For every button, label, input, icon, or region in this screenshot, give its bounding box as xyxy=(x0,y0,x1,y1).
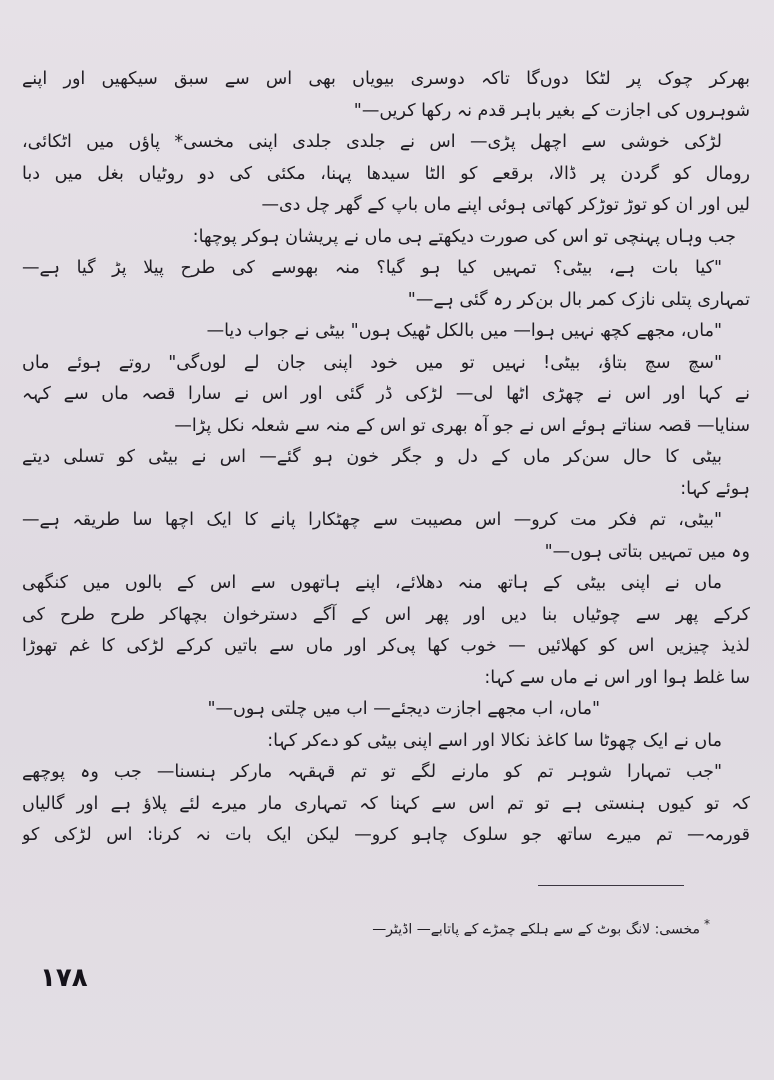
text-line: "سچ سچ بتاؤ، بیٹی! نہیں تو میں خود اپنی جان لے لوں‌گی" روتے ہوئے ماں xyxy=(22,352,722,373)
footnote xyxy=(200,912,710,942)
text-line: قورمہ— تم میرے ساتھ جو سلوک چاہو کرو— لیکن ایک بات نہ کرنا: اس لڑکی کو xyxy=(22,825,750,845)
footnote-mark: * xyxy=(704,917,710,931)
text-line: سا غلط ہوا اور اس نے ماں سے کہا: xyxy=(484,667,750,688)
text-line: تمہاری پتلی نازک کمر بال بن‌کر رہ گئی ہے—" xyxy=(407,289,750,310)
text-line: لیں اور ان کو توڑ توڑکر کھاتی ہوئی اپنے ماں باپ کے گھر چل دی— xyxy=(261,195,750,215)
body-text xyxy=(22,64,750,852)
text-line: سنایا— قصہ سناتے ہوئے اس نے جو آہ بھری تو اس کے منہ سے شعلہ نکل پڑا— xyxy=(174,415,750,436)
text-line: شوہروں کی اجازت کے بغیر باہر قدم نہ رکھا کریں—" xyxy=(353,100,750,121)
footnote-divider xyxy=(538,885,684,886)
text-line: لڑکی خوشی سے اچھل پڑی— اس نے جلدی جلدی اپنی مخسی* پاؤں میں اٹکائی، xyxy=(22,132,722,152)
page-number: ۱۷۸ xyxy=(40,963,88,993)
text-line: ماں نے اپنی بیٹی کے ہاتھ منہ دھلائے، اپنے ہاتھوں سے اس کے بالوں میں کنگھی xyxy=(22,573,722,593)
text-line: ہوئے کہا: xyxy=(680,478,750,499)
text-line: جب وہاں پہنچی تو اس کی صورت دیکھتے ہی ماں نے پریشان ہوکر پوچھا: xyxy=(192,226,736,247)
footnote-text: مخسی: لانگ بوٹ کے سے ہلکے چمڑے کے پاتابے— اڈیٹر— xyxy=(372,921,700,938)
text-line: بیٹی کا حال سن‌کر ماں کے دل و جگر خون ہو گئے— اس نے بیٹی کو تسلی دیتے xyxy=(22,447,722,467)
text-line: ماں نے ایک چھوٹا سا کاغذ نکالا اور اسے اپنی بیٹی کو دے‌کر کہا: xyxy=(267,730,722,751)
text-line: بھرکر چوک پر لٹکا دوں‌گا تاکہ دوسری بیویاں بھی اس سے سبق سیکھیں اور اپنے xyxy=(22,69,750,89)
text-line: "بیٹی، تم فکر مت کرو— اس مصیبت سے چھٹکارا پانے کا ایک اچھا سا طریقہ ہے— xyxy=(22,510,722,530)
text-line: کہ تو کیوں ہنستی ہے تو تم اس سے کہنا کہ تمہاری مار میرے لئے پلاؤ ہے اور گالیاں xyxy=(22,793,750,814)
text-line: وہ میں تمہیں بتاتی ہوں—" xyxy=(544,541,750,562)
text-line: نے کہا اور اس نے چھڑی اٹھا لی— لڑکی ڈر گئی اور اس نے سارا قصہ ماں سے کہہ xyxy=(22,384,750,404)
text-line: "ماں، مجھے کچھ نہیں ہوا— میں بالکل ٹھیک ہوں" بیٹی نے جواب دیا— xyxy=(206,321,722,341)
text-line: رومال کو گردن پر ڈالا، برقعے کو الٹا سیدھا پہنا، مکئی کی دو روٹیاں بغل میں دبا xyxy=(22,163,750,184)
text-line: لذیذ چیزیں اس کو کھلائیں — خوب کھا پی‌کر اور ماں سے باتیں کرکے لڑکی کا غم تھوڑا xyxy=(22,636,750,656)
text-line: "جب تمہارا شوہر تم کو مارنے لگے تو تم قہقہہ مارکر ہنسنا— جب وہ پوچھے xyxy=(22,762,722,782)
text-line: کرکے پھر سے چوٹیاں بنا دیں اور پھر اس کے آگے دسترخوان بچھاکر طرح طرح کی xyxy=(22,604,750,625)
text-line: "کیا بات ہے، بیٹی؟ تمہیں کیا ہو گیا؟ منہ بھوسے کی طرح پیلا پڑ گیا ہے— xyxy=(22,258,722,278)
text-line: "ماں، اب مجھے اجازت دیجئے— اب میں چلتی ہوں—" xyxy=(207,699,600,719)
